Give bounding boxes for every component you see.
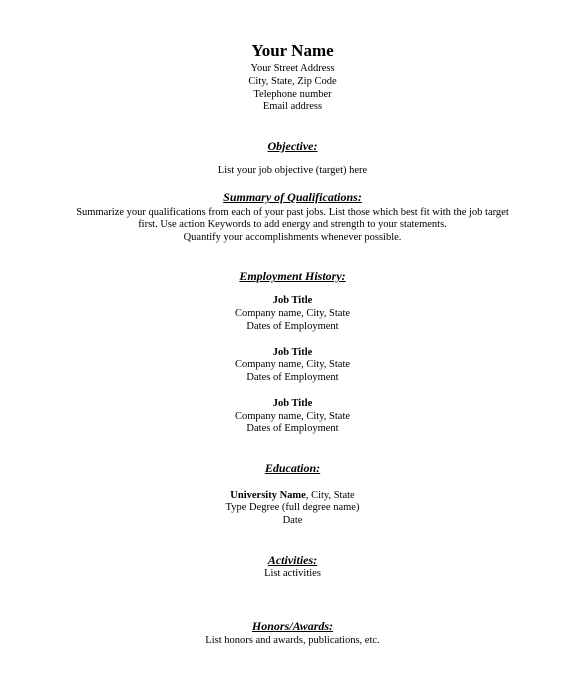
street-address: Your Street Address	[250, 63, 335, 74]
honors-heading: Honors/Awards:	[251, 619, 334, 633]
degree: Type Degree (full degree name)	[225, 502, 360, 513]
job-title: Job Title	[272, 398, 313, 409]
activities-heading: Activities:	[267, 553, 318, 567]
education-heading: Education:	[264, 461, 321, 475]
activities-text: List activities	[264, 568, 321, 579]
job-company: Company name, City, State	[234, 411, 351, 422]
job-title: Job Title	[272, 347, 313, 358]
job-company: Company name, City, State	[234, 359, 351, 370]
summary-line: first. Use action Keywords to add energy and strength to your statements.	[138, 219, 447, 230]
job-dates: Dates of Employment	[246, 321, 339, 332]
university-location: , City, State	[305, 490, 355, 501]
employment-heading: Employment History:	[239, 269, 346, 283]
summary-heading: Summary of Qualifications:	[223, 190, 362, 204]
job-dates: Dates of Employment	[246, 423, 339, 434]
telephone: Telephone number	[253, 89, 332, 100]
education-date: Date	[282, 515, 303, 526]
summary-line: Summarize your qualifications from each of your past jobs. List those which best fit with the job target	[76, 207, 509, 218]
summary-line: Quantify your accomplishments whenever possible.	[183, 232, 402, 243]
email-address: Email address	[262, 101, 323, 112]
university-name: University Name	[230, 490, 306, 501]
job-dates: Dates of Employment	[246, 372, 339, 383]
objective-heading: Objective:	[267, 139, 318, 153]
honors-text: List honors and awards, publications, etc.	[205, 635, 380, 646]
objective-text: List your job objective (target) here	[217, 165, 368, 176]
job-company: Company name, City, State	[234, 308, 351, 319]
job-title: Job Title	[272, 295, 313, 306]
resume-name: Your Name	[251, 41, 334, 60]
city-state-zip: City, State, Zip Code	[248, 76, 337, 87]
